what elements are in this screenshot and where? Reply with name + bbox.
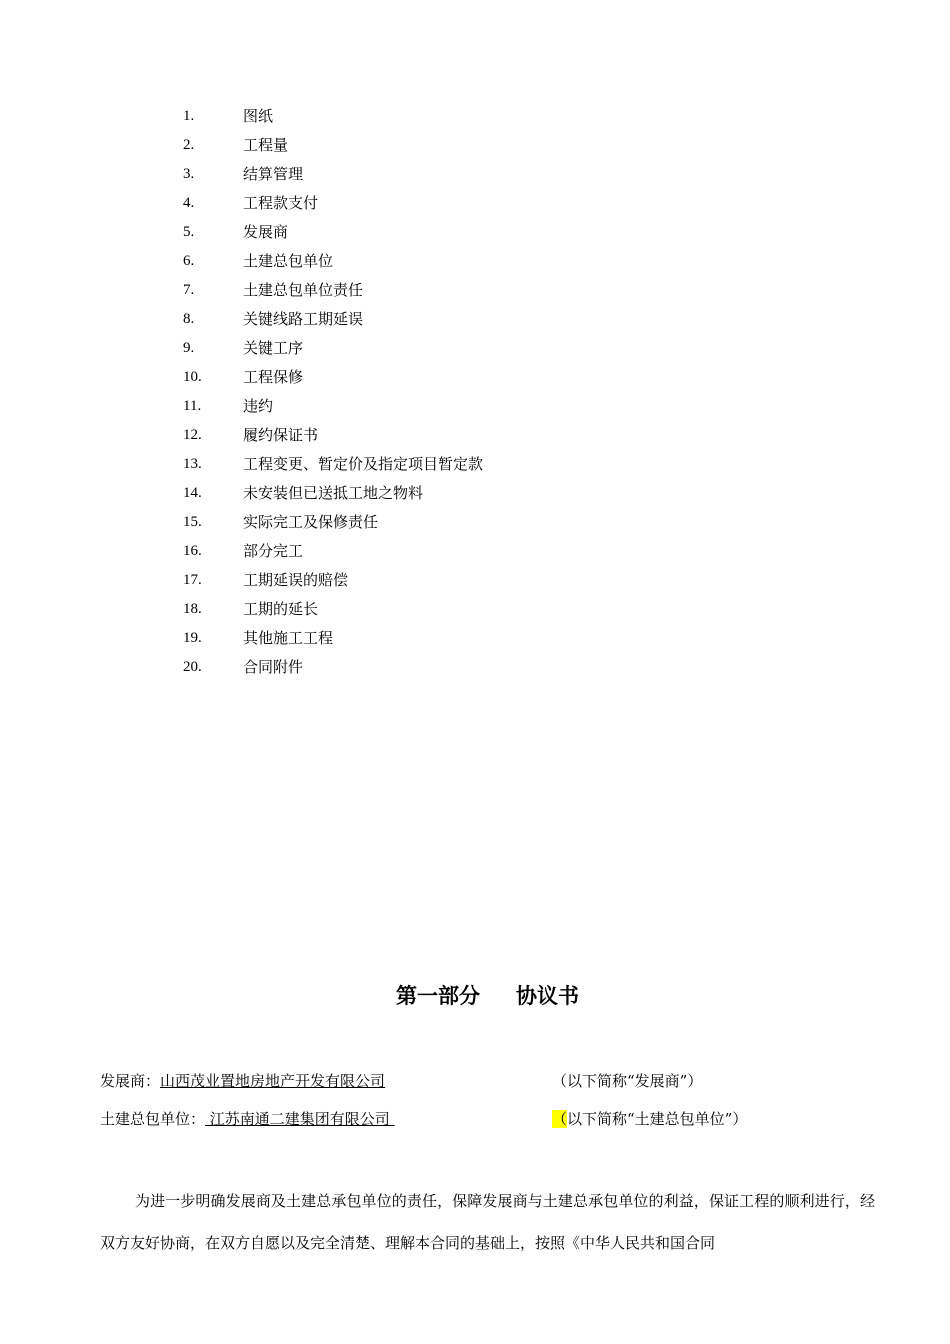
toc-item-number: 10. [183,369,202,385]
contractor-name: 江苏南通二建集团有限公司 [205,1110,395,1128]
toc-item [183,104,483,133]
toc-item [183,394,483,423]
developer-label: 发展商： [100,1072,161,1090]
toc-item-number: 20. [183,659,202,675]
toc-item-number: 5. [183,224,195,240]
toc-item-number: 17. [183,572,202,588]
toc-item-label: 合同附件 [243,658,304,676]
toc-item [183,162,483,191]
toc-item-label: 结算管理 [243,165,304,183]
toc-item [183,510,483,539]
developer-name: 山西茂业置地房地产开发有限公司 [160,1072,386,1090]
toc-item [183,336,483,365]
part-prefix: 第一部分 [396,984,480,1008]
toc-item-label: 工程款支付 [243,194,319,212]
toc-item-label: 关键工序 [243,339,304,357]
intro-paragraph: 为进一步明确发展商及土建总承包单位的责任，保障发展商与土建总承包单位的利益，保证工程的顺利进行，经双方友好协商，在双方自愿以及完全清楚、理解本合同的基础上，按照《中华人民共和国合同 [100,1192,875,1252]
toc-item-number: 18. [183,601,202,617]
toc-item-label: 发展商 [243,223,289,241]
toc-item-number: 14. [183,485,202,501]
toc-item [183,133,483,162]
table-of-contents [183,104,483,684]
toc-item [183,655,483,684]
toc-item-number: 1. [183,108,195,124]
toc-item [183,626,483,655]
toc-item-number: 12. [183,427,202,443]
toc-item-number: 13. [183,456,202,472]
toc-item-number: 8. [183,311,195,327]
developer-line [100,1070,703,1092]
toc-item [183,481,483,510]
toc-item-label: 违约 [243,397,274,415]
toc-item [183,365,483,394]
contractor-note [552,1108,747,1130]
toc-item [183,452,483,481]
toc-item [183,191,483,220]
toc-item-label: 土建总包单位 [243,252,334,270]
toc-item-label: 部分完工 [243,542,304,560]
contractor-line [100,1108,748,1130]
toc-item-label: 工期的延长 [243,600,319,618]
toc-item-number: 15. [183,514,202,530]
contractor-note-text: 以下简称“土建总包单位”） [567,1110,748,1128]
toc-item-label: 其他施工工程 [243,629,334,647]
toc-item-number: 11. [183,398,202,414]
toc-item-number: 2. [183,137,195,153]
part-heading: 协议书 [516,984,579,1008]
toc-item-label: 履约保证书 [243,426,319,444]
toc-item-number: 16. [183,543,202,559]
toc-item-label: 工程量 [243,136,289,154]
highlighted-bracket: （ [552,1110,568,1128]
toc-item-label: 关键线路工期延误 [243,310,364,328]
toc-item-number: 7. [183,282,195,298]
toc-item [183,597,483,626]
toc-item [183,307,483,336]
toc-item-label: 工期延误的赔偿 [243,571,349,589]
toc-item-label: 实际完工及保修责任 [243,513,379,531]
toc-item-number: 3. [183,166,195,182]
toc-item [183,220,483,249]
toc-item-number: 19. [183,630,202,646]
toc-item-number: 9. [183,340,195,356]
developer-note: （以下简称“发展商”） [552,1072,703,1090]
contractor-label: 土建总包单位： [100,1110,206,1128]
toc-item-number: 4. [183,195,195,211]
toc-item-label: 土建总包单位责任 [243,281,364,299]
part-title [0,980,950,1010]
toc-item-label: 工程保修 [243,368,304,386]
toc-item [183,249,483,278]
toc-item [183,568,483,597]
toc-item-number: 6. [183,253,195,269]
toc-item-label: 未安装但已送抵工地之物料 [243,484,424,502]
toc-item [183,423,483,452]
toc-item-label: 工程变更、暂定价及指定项目暂定款 [243,455,484,473]
toc-item [183,278,483,307]
toc-item [183,539,483,568]
toc-item-label: 图纸 [243,107,274,125]
